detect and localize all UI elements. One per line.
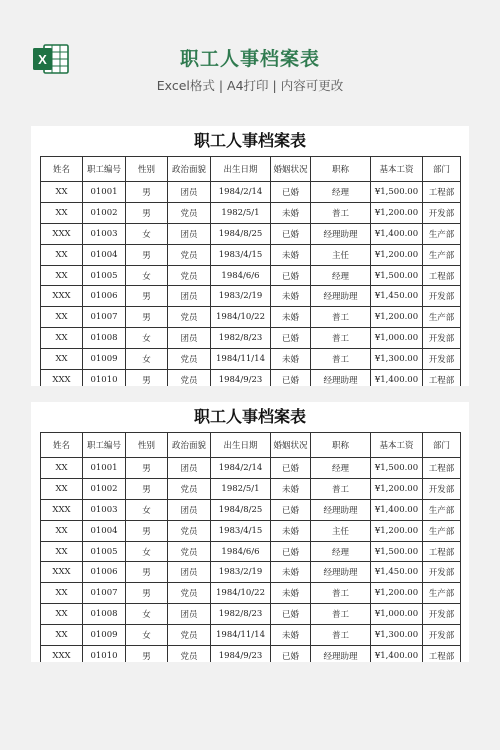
table-cell: 党员 xyxy=(168,244,211,265)
table-cell: ¥1,450.00 xyxy=(371,562,423,583)
table-cell: 生产部 xyxy=(423,583,461,604)
table-cell: 工程部 xyxy=(423,458,461,479)
table-cell: 01004 xyxy=(83,244,126,265)
table-cell: 1984/6/6 xyxy=(211,541,271,562)
table-cell: 01009 xyxy=(83,625,126,646)
table-cell: ¥1,400.00 xyxy=(371,646,423,662)
column-header: 性别 xyxy=(126,157,168,182)
table-cell: 已婚 xyxy=(271,646,311,662)
table-cell: ¥1,200.00 xyxy=(371,520,423,541)
column-header: 性别 xyxy=(126,433,168,458)
table-cell: 党员 xyxy=(168,478,211,499)
table-row xyxy=(41,307,461,328)
column-header: 姓名 xyxy=(41,433,83,458)
table-cell: 01003 xyxy=(83,499,126,520)
table-cell: 主任 xyxy=(311,244,371,265)
column-header: 出生日期 xyxy=(211,433,271,458)
table-cell: 01008 xyxy=(83,328,126,349)
table-cell: 未婚 xyxy=(271,244,311,265)
table-cell: 生产部 xyxy=(423,307,461,328)
table-cell: 生产部 xyxy=(423,244,461,265)
table-cell: 开发部 xyxy=(423,202,461,223)
table-cell: 党员 xyxy=(168,370,211,386)
table-row xyxy=(41,182,461,203)
table-cell: 男 xyxy=(126,646,168,662)
page-title: 职工人事档案表 xyxy=(179,48,320,70)
table-cell: 经理助理 xyxy=(311,562,371,583)
table-cell: 生产部 xyxy=(423,223,461,244)
table-header-row xyxy=(41,433,461,458)
column-header: 职工编号 xyxy=(83,157,126,182)
table-cell: 未婚 xyxy=(271,202,311,223)
table-cell: 01005 xyxy=(83,265,126,286)
table-row xyxy=(41,562,461,583)
table-cell: ¥1,200.00 xyxy=(371,307,423,328)
table-row xyxy=(41,604,461,625)
column-header: 政治面貌 xyxy=(168,157,211,182)
table-cell: 党员 xyxy=(168,625,211,646)
employee-table xyxy=(40,432,461,662)
table-cell: 男 xyxy=(126,370,168,386)
column-header: 部门 xyxy=(423,157,461,182)
column-header: 职工编号 xyxy=(83,433,126,458)
table-cell: XX xyxy=(41,182,83,203)
table-cell: 团员 xyxy=(168,604,211,625)
column-header: 出生日期 xyxy=(211,157,271,182)
table-cell: 女 xyxy=(126,349,168,370)
table-cell: 1984/2/14 xyxy=(211,182,271,203)
table-cell: 男 xyxy=(126,520,168,541)
table-cell: ¥1,500.00 xyxy=(371,541,423,562)
table-row xyxy=(41,583,461,604)
table-cell: 已婚 xyxy=(271,458,311,479)
table-cell: 党员 xyxy=(168,646,211,662)
table-cell: 1983/4/15 xyxy=(211,520,271,541)
table-cell: XX xyxy=(41,265,83,286)
table-cell: 团员 xyxy=(168,223,211,244)
table-cell: 团员 xyxy=(168,562,211,583)
table-cell: 01007 xyxy=(83,307,126,328)
table-cell: 经理助理 xyxy=(311,370,371,386)
table-cell: XX xyxy=(41,349,83,370)
table-cell: 1983/2/19 xyxy=(211,286,271,307)
table-cell: XXX xyxy=(41,646,83,662)
table-cell: 1982/5/1 xyxy=(211,202,271,223)
table-cell: XX xyxy=(41,307,83,328)
table-cell: 工程部 xyxy=(423,646,461,662)
table-cell: 已婚 xyxy=(271,223,311,244)
table-cell: ¥1,500.00 xyxy=(371,265,423,286)
column-header: 婚姻状况 xyxy=(271,433,311,458)
table-cell: XX xyxy=(41,604,83,625)
table-cell: 1982/8/23 xyxy=(211,328,271,349)
column-header: 部门 xyxy=(423,433,461,458)
table-cell: ¥1,500.00 xyxy=(371,458,423,479)
table-cell: 男 xyxy=(126,307,168,328)
table-row xyxy=(41,625,461,646)
table-row xyxy=(41,265,461,286)
table-cell: 1982/5/1 xyxy=(211,478,271,499)
column-header: 基本工资 xyxy=(371,433,423,458)
table-cell: ¥1,200.00 xyxy=(371,478,423,499)
table-row xyxy=(41,458,461,479)
table-cell: 普工 xyxy=(311,625,371,646)
table-row xyxy=(41,244,461,265)
table-cell: 经理助理 xyxy=(311,499,371,520)
table-cell: 男 xyxy=(126,478,168,499)
column-header: 职称 xyxy=(311,157,371,182)
table-cell: 男 xyxy=(126,562,168,583)
table-cell: ¥1,300.00 xyxy=(371,349,423,370)
column-header: 基本工资 xyxy=(371,157,423,182)
table-cell: 01001 xyxy=(83,458,126,479)
table-cell: 01007 xyxy=(83,583,126,604)
table-cell: 经理助理 xyxy=(311,223,371,244)
table-cell: 女 xyxy=(126,541,168,562)
table-cell: 团员 xyxy=(168,328,211,349)
excel-icon-letter: X xyxy=(38,52,47,67)
table-cell: 已婚 xyxy=(271,541,311,562)
table-cell: 普工 xyxy=(311,478,371,499)
table-cell: XXX xyxy=(41,370,83,386)
table-cell: 开发部 xyxy=(423,349,461,370)
table-cell: 未婚 xyxy=(271,625,311,646)
table-cell: 党员 xyxy=(168,541,211,562)
table-cell: 开发部 xyxy=(423,604,461,625)
table-cell: 女 xyxy=(126,604,168,625)
page-subtitle: Excel格式 | A4打印 | 内容可更改 xyxy=(156,78,344,93)
table-cell: 未婚 xyxy=(271,583,311,604)
table-cell: 党员 xyxy=(168,202,211,223)
table-cell: 生产部 xyxy=(423,520,461,541)
table-cell: 普工 xyxy=(311,604,371,625)
table-cell: 已婚 xyxy=(271,265,311,286)
table-cell: 生产部 xyxy=(423,499,461,520)
table-cell: 经理 xyxy=(311,458,371,479)
table-cell: 未婚 xyxy=(271,520,311,541)
table-cell: 团员 xyxy=(168,182,211,203)
sheet-preview-1 xyxy=(31,126,469,386)
table-cell: 工程部 xyxy=(423,182,461,203)
table-cell: XXX xyxy=(41,286,83,307)
table-cell: XX xyxy=(41,478,83,499)
table-cell: 1984/10/22 xyxy=(211,307,271,328)
table-cell: 01009 xyxy=(83,349,126,370)
employee-table xyxy=(40,156,461,386)
table-cell: 1984/11/14 xyxy=(211,349,271,370)
table-cell: ¥1,450.00 xyxy=(371,286,423,307)
table-cell: 01002 xyxy=(83,478,126,499)
table-cell: 已婚 xyxy=(271,604,311,625)
table-cell: 团员 xyxy=(168,458,211,479)
table-cell: 1984/2/14 xyxy=(211,458,271,479)
table-cell: 1984/9/23 xyxy=(211,370,271,386)
table-row xyxy=(41,520,461,541)
table-cell: XX xyxy=(41,328,83,349)
column-header: 政治面貌 xyxy=(168,433,211,458)
table-cell: 女 xyxy=(126,265,168,286)
table-cell: 1983/2/19 xyxy=(211,562,271,583)
table-cell: 1983/4/15 xyxy=(211,244,271,265)
table-cell: 开发部 xyxy=(423,286,461,307)
table-cell: 男 xyxy=(126,202,168,223)
table-cell: ¥1,200.00 xyxy=(371,202,423,223)
table-cell: 未婚 xyxy=(271,349,311,370)
table-row xyxy=(41,286,461,307)
table-cell: 已婚 xyxy=(271,182,311,203)
table-row xyxy=(41,328,461,349)
table-cell: 工程部 xyxy=(423,541,461,562)
table-cell: 未婚 xyxy=(271,286,311,307)
table-cell: ¥1,500.00 xyxy=(371,182,423,203)
table-cell: 01002 xyxy=(83,202,126,223)
table-cell: 未婚 xyxy=(271,307,311,328)
table-cell: 普工 xyxy=(311,583,371,604)
table-cell: 经理助理 xyxy=(311,646,371,662)
table-cell: 1984/6/6 xyxy=(211,265,271,286)
table-cell: 1982/8/23 xyxy=(211,604,271,625)
table-cell: 未婚 xyxy=(271,562,311,583)
sheet-title: 职工人事档案表 xyxy=(193,131,306,150)
table-cell: 开发部 xyxy=(423,625,461,646)
table-cell: ¥1,400.00 xyxy=(371,499,423,520)
table-header-row xyxy=(41,157,461,182)
table-cell: 01010 xyxy=(83,370,126,386)
table-cell: ¥1,200.00 xyxy=(371,583,423,604)
table-cell: 开发部 xyxy=(423,328,461,349)
table-cell: 男 xyxy=(126,286,168,307)
table-cell: 01004 xyxy=(83,520,126,541)
table-cell: XXX xyxy=(41,499,83,520)
table-cell: 团员 xyxy=(168,499,211,520)
table-cell: 01003 xyxy=(83,223,126,244)
table-cell: 开发部 xyxy=(423,562,461,583)
table-cell: ¥1,300.00 xyxy=(371,625,423,646)
table-cell: 经理 xyxy=(311,182,371,203)
table-cell: 普工 xyxy=(311,349,371,370)
table-cell: 经理助理 xyxy=(311,286,371,307)
table-cell: 01001 xyxy=(83,182,126,203)
table-cell: 党员 xyxy=(168,349,211,370)
table-cell: 01005 xyxy=(83,541,126,562)
table-row xyxy=(41,541,461,562)
table-cell: 开发部 xyxy=(423,478,461,499)
table-cell: 党员 xyxy=(168,307,211,328)
table-cell: 经理 xyxy=(311,541,371,562)
column-header: 婚姻状况 xyxy=(271,157,311,182)
table-cell: 普工 xyxy=(311,307,371,328)
table-cell: XXX xyxy=(41,223,83,244)
table-cell: 普工 xyxy=(311,328,371,349)
table-cell: 工程部 xyxy=(423,370,461,386)
table-cell: ¥1,400.00 xyxy=(371,223,423,244)
table-row xyxy=(41,202,461,223)
table-cell: 主任 xyxy=(311,520,371,541)
table-cell: 男 xyxy=(126,458,168,479)
table-cell: 01006 xyxy=(83,562,126,583)
table-cell: ¥1,000.00 xyxy=(371,604,423,625)
table-cell: XX xyxy=(41,583,83,604)
table-cell: 1984/10/22 xyxy=(211,583,271,604)
table-cell: XX xyxy=(41,202,83,223)
sheet-preview-2 xyxy=(31,402,469,662)
table-cell: ¥1,400.00 xyxy=(371,370,423,386)
table-cell: XXX xyxy=(41,562,83,583)
table-cell: 01008 xyxy=(83,604,126,625)
table-cell: 党员 xyxy=(168,265,211,286)
table-cell: XX xyxy=(41,625,83,646)
table-cell: 男 xyxy=(126,244,168,265)
table-cell: 已婚 xyxy=(271,370,311,386)
table-cell: 普工 xyxy=(311,202,371,223)
table-cell: 女 xyxy=(126,328,168,349)
column-header: 姓名 xyxy=(41,157,83,182)
table-cell: 经理 xyxy=(311,265,371,286)
page-header xyxy=(0,0,500,112)
table-cell: ¥1,200.00 xyxy=(371,244,423,265)
table-cell: 女 xyxy=(126,223,168,244)
table-row xyxy=(41,499,461,520)
table-cell: XX xyxy=(41,244,83,265)
table-row xyxy=(41,478,461,499)
table-cell: 工程部 xyxy=(423,265,461,286)
table-cell: 已婚 xyxy=(271,499,311,520)
table-cell: 男 xyxy=(126,182,168,203)
table-cell: XX xyxy=(41,520,83,541)
table-cell: 党员 xyxy=(168,520,211,541)
table-cell: 1984/8/25 xyxy=(211,499,271,520)
table-row xyxy=(41,370,461,386)
table-cell: 女 xyxy=(126,499,168,520)
sheet-title: 职工人事档案表 xyxy=(193,407,306,426)
table-cell: 已婚 xyxy=(271,328,311,349)
column-header: 职称 xyxy=(311,433,371,458)
table-row xyxy=(41,349,461,370)
table-cell: XX xyxy=(41,541,83,562)
page-bottom-space xyxy=(0,670,500,750)
table-row xyxy=(41,223,461,244)
table-cell: 1984/11/14 xyxy=(211,625,271,646)
table-cell: 01010 xyxy=(83,646,126,662)
table-cell: 女 xyxy=(126,625,168,646)
table-cell: XX xyxy=(41,458,83,479)
table-cell: 团员 xyxy=(168,286,211,307)
table-cell: 01006 xyxy=(83,286,126,307)
table-cell: 未婚 xyxy=(271,478,311,499)
table-cell: 1984/8/25 xyxy=(211,223,271,244)
table-cell: 男 xyxy=(126,583,168,604)
table-row xyxy=(41,646,461,662)
table-cell: 党员 xyxy=(168,583,211,604)
table-cell: 1984/9/23 xyxy=(211,646,271,662)
table-cell: ¥1,000.00 xyxy=(371,328,423,349)
